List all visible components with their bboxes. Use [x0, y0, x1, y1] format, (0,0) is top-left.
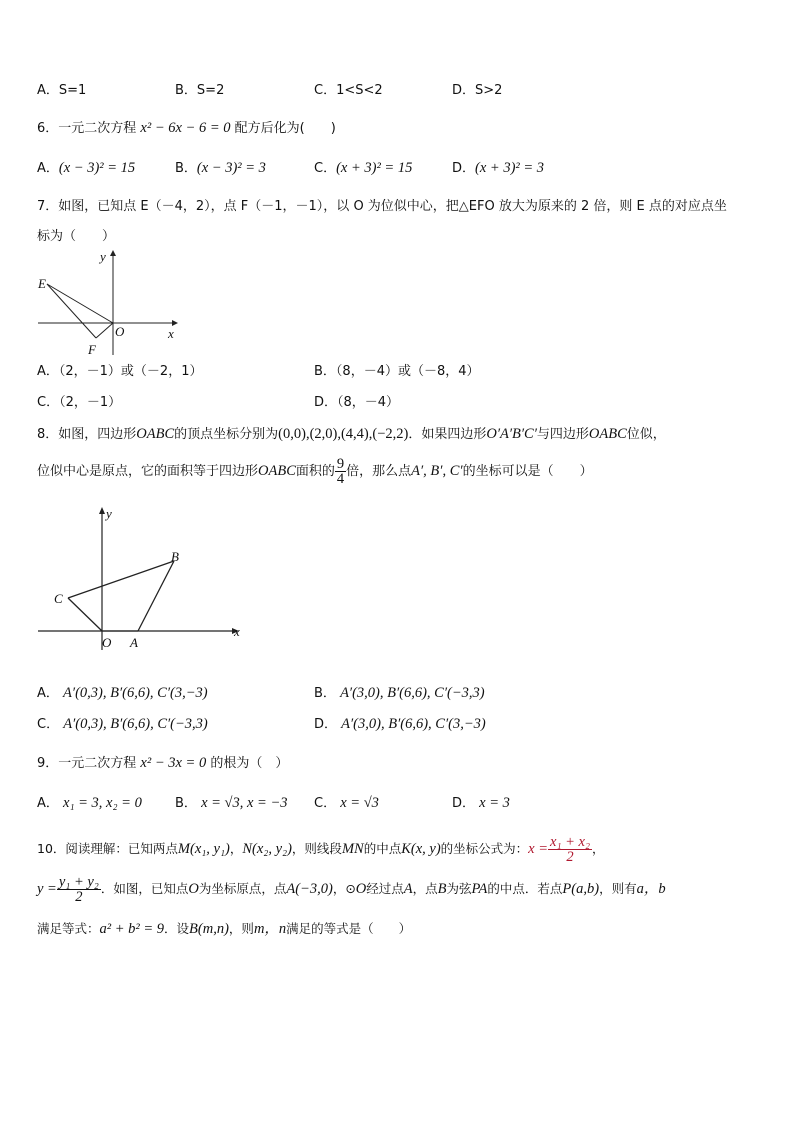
q10-text-8: 经过点	[366, 881, 404, 896]
q10-point-b: B(m,n)	[189, 921, 229, 937]
q6-stem-suffix: 配方后化为( )	[234, 121, 336, 136]
q9-stem	[37, 755, 288, 772]
q10-text-11: 的中点．若点	[487, 881, 563, 896]
q8-text-8: 倍，那么点	[346, 464, 412, 479]
q6-stem	[37, 120, 336, 137]
q8-option-a	[37, 685, 208, 702]
q9-option-c-label: C．	[314, 796, 337, 811]
q9-option-d-label: D．	[452, 796, 476, 811]
q7-label-e: E	[38, 276, 46, 291]
q6-stem-prefix: 6．一元二次方程	[37, 121, 137, 136]
q7-figure	[36, 250, 186, 360]
q10-y-fraction	[57, 875, 101, 904]
q9-equation: x² − 3x = 0	[140, 755, 207, 771]
q7-stem-line1: 7．如图，已知点 E（－4，2），点 F（－1，－1），以 O 为位似中心，把△EFO 放大为原来的 2 倍，则 E 点的对应点坐	[37, 199, 727, 214]
q10-x-numerator: x₁ + x₂	[550, 834, 591, 850]
q10-sep: ，	[229, 841, 243, 856]
q9-option-a-value: x₁ = 3, x₂ = 0	[63, 795, 142, 811]
q8-fraction-numerator: 9	[336, 456, 345, 472]
q8-coords: (0,0),(2,0),(4,4),(−2,2)	[278, 426, 409, 442]
q10-point-p: P(a,b)	[562, 881, 600, 897]
q8-figure	[36, 505, 256, 655]
q8-points: A′, B′, C′	[411, 463, 463, 479]
q10-text-7: ，⊙	[332, 881, 356, 896]
q10-ab: a，b	[636, 881, 666, 897]
q8-option-a-value: A′(0,3), B′(6,6), C′(3,−3)	[63, 685, 208, 701]
q9-stem-suffix: 的根为（ ）	[210, 756, 289, 771]
q7-stem-line2: 标为（ ）	[37, 229, 116, 244]
q7-segment-ef	[47, 284, 96, 338]
q10-text-15: ，则	[228, 921, 254, 936]
q10-text-12: ，则有	[599, 881, 637, 896]
q8-option-a-label: A．	[37, 686, 59, 701]
q8-label-y: y	[106, 506, 112, 521]
q9-option-b	[175, 795, 288, 812]
q8-option-b-value: A′(3,0), B′(6,6), C′(−3,3)	[340, 685, 485, 701]
q6-option-d	[452, 160, 544, 177]
q8-stem-line2	[37, 452, 593, 492]
q7-label-o: O	[115, 324, 125, 339]
q8-fraction	[335, 457, 346, 486]
q9-option-c	[314, 795, 379, 812]
q7-segment-fo	[96, 323, 113, 338]
q10-b: B	[437, 881, 447, 897]
q7-label-y: y	[100, 249, 106, 264]
q8-oabc-3: OABC	[258, 463, 296, 479]
q7-y-arrow	[110, 250, 116, 256]
q9-option-d	[452, 795, 510, 812]
q8-option-c-value: A′(0,3), B′(6,6), C′(−3,3)	[63, 716, 208, 732]
q8-option-c-label: C．	[37, 717, 60, 732]
q10-y-equals: y =	[37, 881, 57, 897]
q10-equation: a² + b² = 9	[99, 921, 165, 937]
q9-option-b-label: B．	[175, 796, 197, 811]
q5-option-d: D．S>2	[452, 83, 503, 98]
q8-oabc-2: OABC	[588, 426, 627, 442]
q5-option-a: A．S=1	[37, 83, 87, 98]
q10-x-denominator: 2	[566, 849, 574, 865]
q9-option-d-value: x = 3	[479, 795, 510, 811]
q10-text-13: 满足等式：	[37, 921, 100, 936]
q7-option-a: A．（2，－1）或（－2，1）	[37, 364, 203, 379]
q10-line3	[37, 921, 411, 937]
q10-text-4: 的坐标公式为：	[440, 841, 529, 856]
q10-point-m: M(x₁, y₁)	[177, 841, 230, 857]
q8-fraction-denominator: 4	[336, 471, 345, 487]
q6-option-a-label: A．	[37, 161, 59, 176]
q10-a: A	[403, 881, 413, 897]
q8-label-b: B	[171, 549, 179, 564]
q6-equation: x² − 6x − 6 = 0	[140, 120, 231, 136]
q10-x-fraction	[548, 835, 592, 864]
q8-text-9: 的坐标可以是（ ）	[462, 464, 593, 479]
q8-option-d-value: A′(3,0), B′(6,6), C′(3,−3)	[341, 716, 486, 732]
q6-option-b	[175, 160, 266, 177]
q7-segment-eo	[47, 284, 113, 323]
q8-label-o: O	[102, 635, 112, 650]
q10-text-16: 满足的等式是（ ）	[286, 921, 412, 936]
q10-text-2: ，则线段	[291, 841, 342, 856]
q8-label-a: A	[130, 635, 138, 650]
q8-text-5: 位似，	[626, 427, 666, 442]
q7-label-f: F	[88, 342, 96, 357]
q7-option-b: B．（8，－4）或（－8，4）	[314, 364, 480, 379]
q6-option-d-value: (x + 3)² = 3	[475, 160, 545, 176]
q9-option-b-value: x = √3, x = −3	[201, 795, 288, 811]
q9-option-c-value: x = √3	[340, 795, 379, 811]
q10-line1	[37, 830, 605, 870]
q9-option-a-label: A．	[37, 796, 59, 811]
q10-mn: m，n	[253, 921, 287, 937]
q10-text-5: ．如图，已知点	[100, 881, 189, 896]
q10-segment-mn: MN	[341, 841, 364, 857]
q6-option-b-value: (x − 3)² = 3	[196, 160, 266, 176]
q6-option-a-value: (x − 3)² = 15	[58, 160, 136, 176]
q10-o-2: O	[355, 881, 367, 897]
q8-label-x: x	[234, 624, 240, 639]
q8-text-3: ．如果四边形	[408, 427, 487, 442]
q8-text-1: 8．如图，四边形	[37, 427, 137, 442]
q10-y-denominator: 2	[75, 889, 83, 905]
q6-option-c-value: (x + 3)² = 15	[336, 160, 413, 176]
q10-comma: ，	[592, 841, 605, 856]
q10-text-9: ，点	[412, 881, 438, 896]
q8-text-2: 的顶点坐标分别为	[174, 427, 279, 442]
q8-oabc: OABC	[136, 426, 175, 442]
q10-o: O	[188, 881, 199, 897]
q8-text-7: 面积的	[295, 464, 335, 479]
q8-option-d	[314, 716, 486, 733]
q7-label-x: x	[168, 326, 174, 341]
q8-text-6: 位似中心是原点，它的面积等于四边形	[37, 464, 259, 479]
q8-option-d-label: D．	[314, 717, 338, 732]
q9-option-a	[37, 795, 142, 812]
q10-line2	[37, 870, 666, 910]
q6-option-c	[314, 160, 412, 177]
q8-oabc-prime: O′A′B′C′	[486, 426, 537, 442]
q10-text-3: 的中点	[363, 841, 402, 856]
q6-option-b-label: B．	[175, 161, 197, 176]
q5-option-c: C．1<S<2	[314, 83, 383, 98]
q6-option-d-label: D．	[452, 161, 476, 176]
q8-stem-line1	[37, 426, 666, 443]
q10-y-numerator: y₁ + y₂	[58, 874, 99, 890]
q7-option-c: C．（2，－1）	[37, 395, 122, 410]
q5-option-b: B．S=2	[175, 83, 225, 98]
q10-point-k: K(x, y)	[401, 841, 441, 857]
q10-text-10: 为弦	[446, 881, 472, 896]
q10-text-6: 为坐标原点，点	[198, 881, 287, 896]
q8-option-b-label: B．	[314, 686, 336, 701]
q6-option-a	[37, 160, 135, 177]
q10-pa: PA	[471, 881, 488, 897]
q10-text-1: 10．阅读理解：已知两点	[37, 841, 178, 856]
q10-point-n: N(x₂, y₂)	[242, 841, 292, 857]
q10-point-a: A(−3,0)	[286, 881, 333, 897]
q6-option-c-label: C．	[314, 161, 337, 176]
q8-y-arrow	[99, 507, 105, 514]
q10-x-equals: x =	[528, 841, 549, 857]
q9-stem-prefix: 9．一元二次方程	[37, 756, 137, 771]
q8-segment-co	[68, 598, 102, 631]
q10-text-14: ．设	[164, 921, 190, 936]
q7-option-d: D．（8，－4）	[314, 395, 400, 410]
q8-text-4: 与四边形	[536, 427, 589, 442]
q8-label-c: C	[54, 591, 63, 606]
q8-option-b	[314, 685, 485, 702]
q8-option-c	[37, 716, 208, 733]
